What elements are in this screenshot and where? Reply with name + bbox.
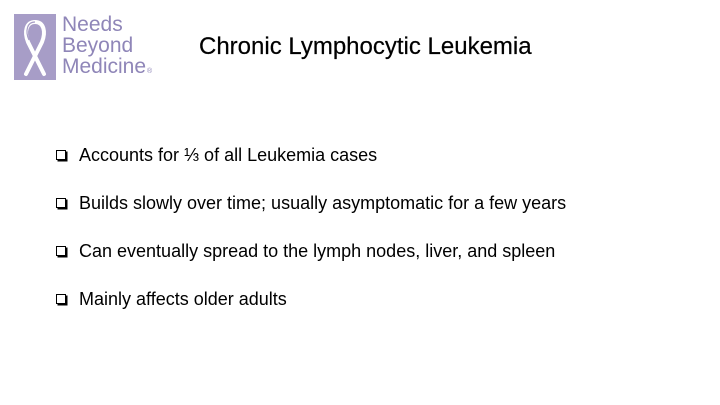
checkbox-bullet-icon — [56, 246, 66, 256]
bullet-item — [56, 143, 566, 167]
checkbox-bullet-icon — [56, 294, 66, 304]
slide-title: Chronic Lymphocytic Leukemia — [199, 33, 532, 60]
bullet-item — [56, 287, 566, 311]
logo-line-2: Beyond — [62, 34, 134, 57]
registered-mark: ® — [147, 68, 153, 75]
awareness-ribbon-icon — [14, 14, 56, 80]
logo-line-1: Needs — [62, 13, 123, 36]
checkbox-bullet-icon — [56, 198, 66, 208]
brand-logo — [14, 14, 166, 82]
logo-line-3: Medicine — [62, 55, 147, 78]
brand-wordmark — [62, 14, 152, 82]
bullet-text: Mainly affects older adults — [79, 288, 287, 309]
bullet-text: Can eventually spread to the lymph nodes, liver, and spleen — [79, 240, 556, 261]
bullet-item — [56, 191, 566, 215]
bullet-text: Builds slowly over time; usually asymptomatic for a few years — [79, 192, 567, 213]
bullet-item — [56, 239, 566, 263]
checkbox-bullet-icon — [56, 150, 66, 160]
bullet-text: Accounts for ⅓ of all Leukemia cases — [79, 144, 378, 165]
bullet-list — [56, 143, 566, 335]
